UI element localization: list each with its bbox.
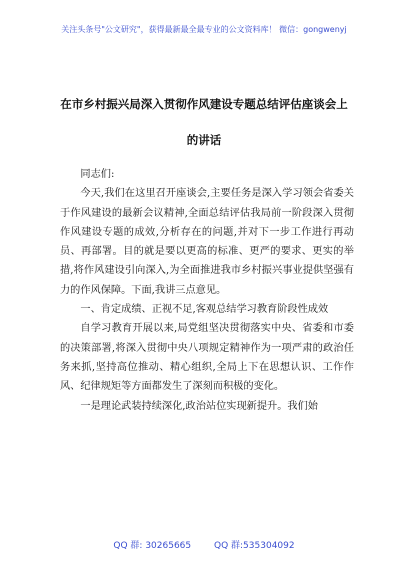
section-heading-1: 一、肯定成绩、正视不足,客观总结学习教育阶段性成效 — [80, 304, 329, 316]
paragraph-point-1: 一是理论武装持续深化,政治站位实现新提升。我们始 — [80, 400, 318, 412]
document-title-line-1: 在市乡村振兴局深入贯彻作风建设专题总结评估座谈会上 — [60, 97, 348, 111]
header-note: 关注头条号"公文研究"，获得最新最全最专业的公文资料库！ 微信：gongwenyj — [61, 25, 347, 34]
footer-qq-group-2: QQ 群:535304092 — [214, 541, 295, 551]
paragraph-section-1: 自学习教育开展以来,局党组坚决贯彻落实中央、省委和市委的决策部署,将深入贯彻中央八项规定精神作为一项严肃的政治任务来抓,坚持高位推动、精心组织,全局上下在思想认识、工作作风、纪律规矩等方面都发生了深刻而积极的变化。 — [60, 323, 354, 393]
paragraph-intro: 今天,我们在这里召开座谈会,主要任务是深入学习领会省委关于作风建设的最新会议精神,全面总结评估我局前一阶段深入贯彻作风建设专题的成效,分析存在的问题,并对下一步工作进行再动员、再部署。目的就是要以更高的标准、更严的要求、更实的举措,将作风建设引向深入,为全面推进我市乡村振兴事业提供坚强有力的作风保障。下面,我讲三点意见。 — [60, 188, 354, 296]
footer — [0, 538, 408, 551]
footer-qq-group-1: QQ 群: 30265665 — [113, 541, 192, 551]
document-body — [60, 165, 354, 416]
document-title-line-2: 的讲话 — [186, 133, 222, 147]
salutation: 同志们: — [80, 169, 115, 180]
